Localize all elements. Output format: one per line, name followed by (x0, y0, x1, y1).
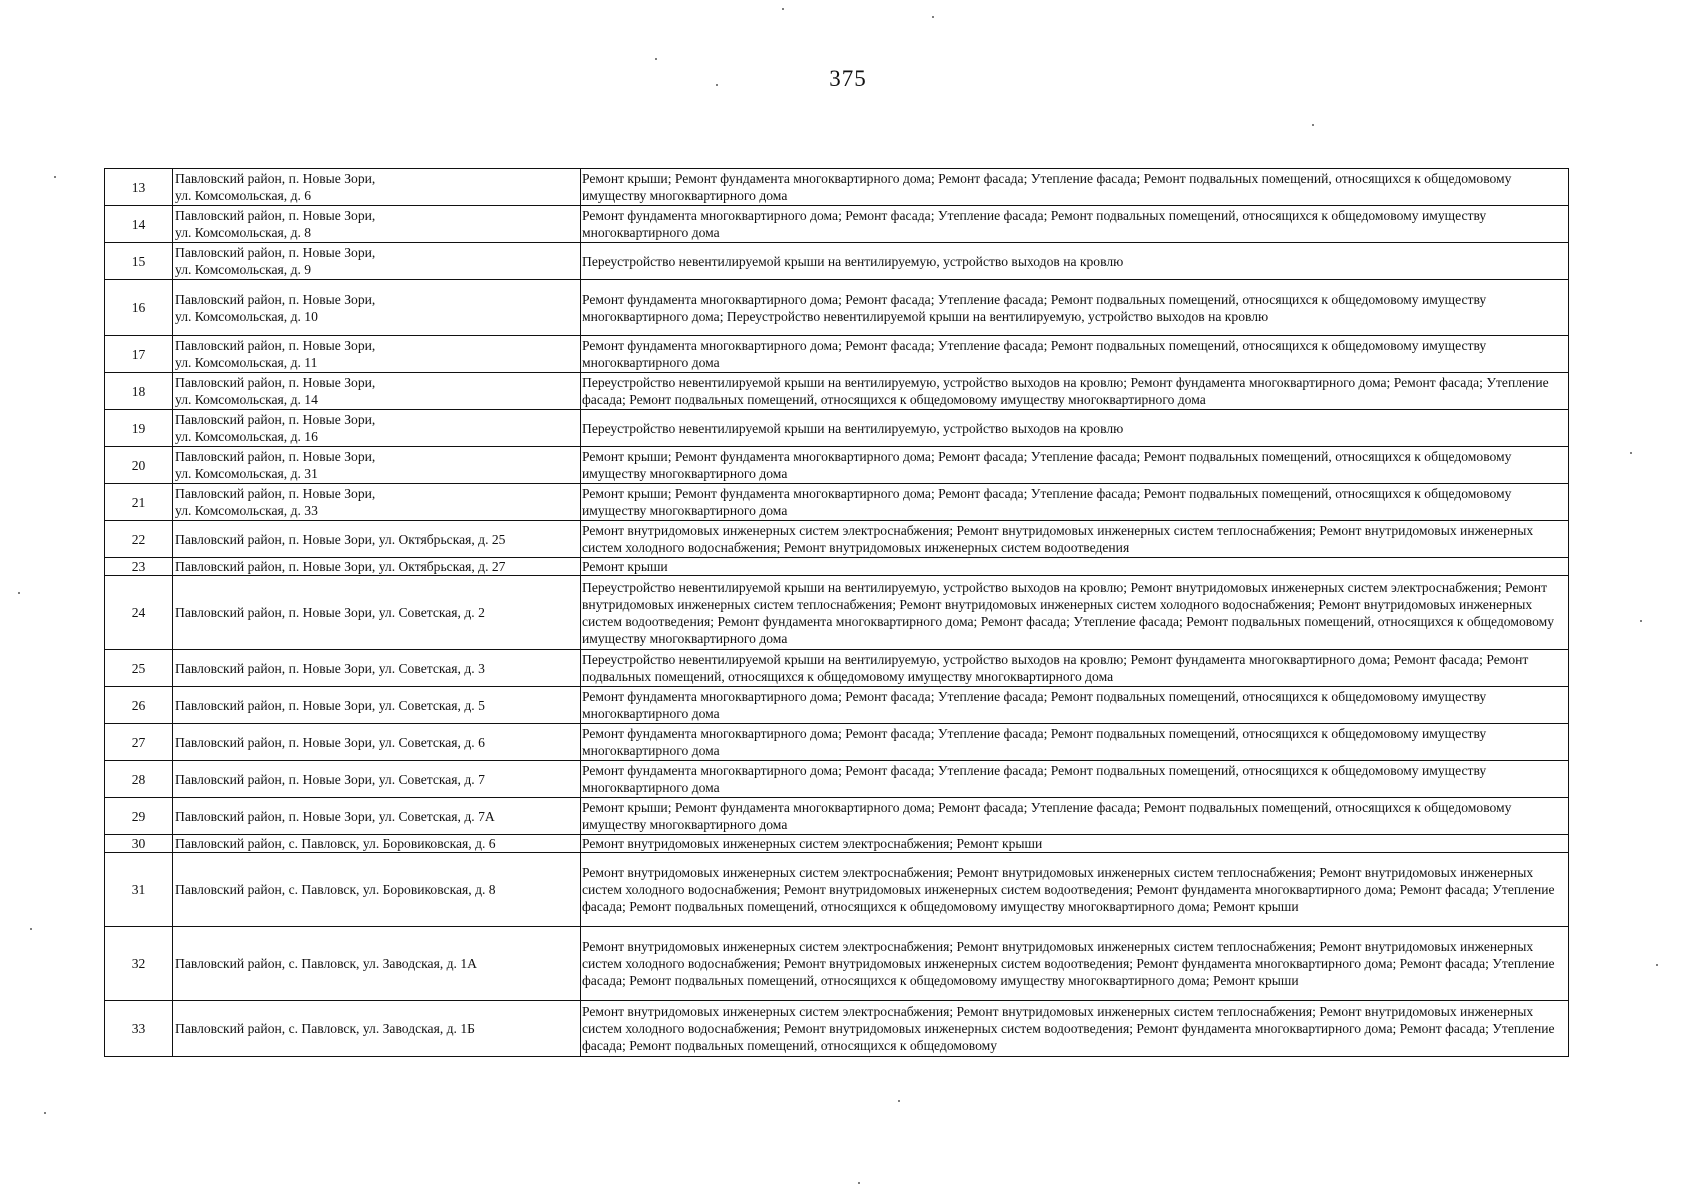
row-works: Ремонт фундамента многоквартирного дома; Ремонт фасада; Утепление фасада; Ремонт подвальных помещений, относящихся к общедомовому имуществу многоквартирного дома (581, 206, 1569, 243)
scan-speck (18, 592, 20, 594)
row-number: 24 (105, 576, 173, 650)
table-row (105, 336, 1569, 373)
row-address: Павловский район, п. Новые Зори, ул. Советская, д. 2 (173, 576, 581, 650)
row-works: Ремонт крыши; Ремонт фундамента многоквартирного дома; Ремонт фасада; Утепление фасада; Ремонт подвальных помещений, относящихся к общедомовому имуществу многоквартирного дома (581, 447, 1569, 484)
table-row (105, 558, 1569, 576)
table-row (105, 169, 1569, 206)
row-works: Ремонт крыши (581, 558, 1569, 576)
scan-speck (54, 176, 56, 178)
table-body (105, 169, 1569, 1057)
table-row (105, 484, 1569, 521)
row-address: Павловский район, п. Новые Зори, ул. Комсомольская, д. 10 (173, 280, 581, 336)
row-works: Ремонт фундамента многоквартирного дома; Ремонт фасада; Утепление фасада; Ремонт подвальных помещений, относящихся к общедомовому имуществу многоквартирного дома; Переустройство невентилируемой крыши на вентилируемую, устройство выходов на кровлю (581, 280, 1569, 336)
scan-speck (1312, 124, 1314, 126)
scan-speck (1640, 620, 1642, 622)
row-number: 22 (105, 521, 173, 558)
row-works: Ремонт крыши; Ремонт фундамента многоквартирного дома; Ремонт фасада; Утепление фасада; Ремонт подвальных помещений, относящихся к общедомовому имуществу многоквартирного дома (581, 169, 1569, 206)
row-works: Ремонт фундамента многоквартирного дома; Ремонт фасада; Утепление фасада; Ремонт подвальных помещений, относящихся к общедомовому имуществу многоквартирного дома (581, 336, 1569, 373)
row-number: 25 (105, 650, 173, 687)
row-works: Переустройство невентилируемой крыши на вентилируемую, устройство выходов на кровлю (581, 243, 1569, 280)
table-row (105, 835, 1569, 853)
table-row (105, 447, 1569, 484)
table-row (105, 576, 1569, 650)
row-number: 31 (105, 853, 173, 927)
row-number: 21 (105, 484, 173, 521)
row-works: Ремонт фундамента многоквартирного дома; Ремонт фасада; Утепление фасада; Ремонт подвальных помещений, относящихся к общедомовому имуществу многоквартирного дома (581, 761, 1569, 798)
row-address: Павловский район, п. Новые Зори, ул. Комсомольская, д. 9 (173, 243, 581, 280)
table-row (105, 650, 1569, 687)
row-works: Ремонт фундамента многоквартирного дома; Ремонт фасада; Утепление фасада; Ремонт подвальных помещений, относящихся к общедомовому имуществу многоквартирного дома (581, 724, 1569, 761)
page-number: 375 (829, 66, 867, 91)
table-row (105, 853, 1569, 927)
table-row (105, 243, 1569, 280)
table-row (105, 280, 1569, 336)
scan-speck (1630, 452, 1632, 454)
row-number: 26 (105, 687, 173, 724)
row-works: Ремонт внутридомовых инженерных систем электроснабжения; Ремонт крыши (581, 835, 1569, 853)
row-number: 33 (105, 1001, 173, 1057)
table-row (105, 761, 1569, 798)
row-number: 32 (105, 927, 173, 1001)
row-address: Павловский район, п. Новые Зори, ул. Советская, д. 3 (173, 650, 581, 687)
row-address: Павловский район, п. Новые Зори, ул. Комсомольская, д. 16 (173, 410, 581, 447)
row-works: Ремонт крыши; Ремонт фундамента многоквартирного дома; Ремонт фасада; Утепление фасада; Ремонт подвальных помещений, относящихся к общедомовому имуществу многоквартирного дома (581, 484, 1569, 521)
row-address: Павловский район, п. Новые Зори, ул. Комсомольская, д. 8 (173, 206, 581, 243)
row-address: Павловский район, п. Новые Зори, ул. Октябрьская, д. 25 (173, 521, 581, 558)
table-row (105, 373, 1569, 410)
scan-speck (30, 928, 32, 930)
scan-speck (898, 1100, 900, 1102)
row-works: Переустройство невентилируемой крыши на вентилируемую, устройство выходов на кровлю (581, 410, 1569, 447)
row-number: 28 (105, 761, 173, 798)
row-works: Переустройство невентилируемой крыши на вентилируемую, устройство выходов на кровлю; Ремонт внутридомовых инженерных систем электроснабжения; Ремонт внутридомовых инженерных систем теплоснабжения; Ремонт внутридомовых инженерных систем холодного водоснабжения; Ремонт внутридомовых инженерных систем водоотведения; Ремонт фундамента многоквартирного дома; Ремонт фасада; Утепление фасада; Ремонт подвальных помещений, относящихся к общедомовому имуществу многоквартирного дома (581, 576, 1569, 650)
row-address: Павловский район, п. Новые Зори, ул. Советская, д. 7 (173, 761, 581, 798)
row-address: Павловский район, с. Павловск, ул. Заводская, д. 1А (173, 927, 581, 1001)
row-address: Павловский район, п. Новые Зори, ул. Комсомольская, д. 14 (173, 373, 581, 410)
scan-speck (716, 84, 718, 86)
row-address: Павловский район, п. Новые Зори, ул. Советская, д. 7А (173, 798, 581, 835)
table-row (105, 798, 1569, 835)
row-number: 17 (105, 336, 173, 373)
table-row (105, 927, 1569, 1001)
row-number: 14 (105, 206, 173, 243)
row-works: Переустройство невентилируемой крыши на вентилируемую, устройство выходов на кровлю; Ремонт фундамента многоквартирного дома; Ремонт фасада; Ремонт подвальных помещений, относящихся к общедомовому имуществу многоквартирного дома (581, 650, 1569, 687)
scan-speck (44, 1112, 46, 1114)
row-works: Ремонт крыши; Ремонт фундамента многоквартирного дома; Ремонт фасада; Утепление фасада; Ремонт подвальных помещений, относящихся к общедомовому имуществу многоквартирного дома (581, 798, 1569, 835)
table-row (105, 687, 1569, 724)
row-address: Павловский район, с. Павловск, ул. Боровиковская, д. 8 (173, 853, 581, 927)
table-row (105, 1001, 1569, 1057)
row-number: 15 (105, 243, 173, 280)
row-number: 19 (105, 410, 173, 447)
row-address: Павловский район, п. Новые Зори, ул. Комсомольская, д. 31 (173, 447, 581, 484)
row-number: 18 (105, 373, 173, 410)
row-works: Ремонт внутридомовых инженерных систем электроснабжения; Ремонт внутридомовых инженерных систем теплоснабжения; Ремонт внутридомовых инженерных систем холодного водоснабжения; Ремонт внутридомовых инженерных систем водоотведения; Ремонт фундамента многоквартирного дома; Ремонт фасада; Утепление фасада; Ремонт подвальных помещений, относящихся к общедомовому имуществу многоквартирного дома; Ремонт крыши (581, 853, 1569, 927)
row-works: Ремонт фундамента многоквартирного дома; Ремонт фасада; Утепление фасада; Ремонт подвальных помещений, относящихся к общедомовому имуществу многоквартирного дома (581, 687, 1569, 724)
row-address: Павловский район, п. Новые Зори, ул. Советская, д. 6 (173, 724, 581, 761)
scan-speck (932, 16, 934, 18)
table-row (105, 206, 1569, 243)
repair-works-table (104, 168, 1569, 1057)
table-row (105, 521, 1569, 558)
row-address: Павловский район, п. Новые Зори, ул. Комсомольская, д. 6 (173, 169, 581, 206)
row-address: Павловский район, п. Новые Зори, ул. Комсомольская, д. 33 (173, 484, 581, 521)
scan-speck (655, 58, 657, 60)
row-address: Павловский район, п. Новые Зори, ул. Советская, д. 5 (173, 687, 581, 724)
row-works: Ремонт внутридомовых инженерных систем электроснабжения; Ремонт внутридомовых инженерных систем теплоснабжения; Ремонт внутридомовых инженерных систем холодного водоснабжения; Ремонт внутридомовых инженерных систем водоотведения; Ремонт фундамента многоквартирного дома; Ремонт фасада; Утепление фасада; Ремонт подвальных помещений, относящихся к общедомовому (581, 1001, 1569, 1057)
row-number: 27 (105, 724, 173, 761)
row-number: 23 (105, 558, 173, 576)
row-works: Ремонт внутридомовых инженерных систем электроснабжения; Ремонт внутридомовых инженерных систем теплоснабжения; Ремонт внутридомовых инженерных систем холодного водоснабжения; Ремонт внутридомовых инженерных систем водоотведения; Ремонт фундамента многоквартирного дома; Ремонт фасада; Утепление фасада; Ремонт подвальных помещений, относящихся к общедомовому имуществу многоквартирного дома; Ремонт крыши (581, 927, 1569, 1001)
table-row (105, 724, 1569, 761)
row-address: Павловский район, п. Новые Зори, ул. Комсомольская, д. 11 (173, 336, 581, 373)
row-number: 16 (105, 280, 173, 336)
row-number: 30 (105, 835, 173, 853)
row-works: Переустройство невентилируемой крыши на вентилируемую, устройство выходов на кровлю; Ремонт фундамента многоквартирного дома; Ремонт фасада; Утепление фасада; Ремонт подвальных помещений, относящихся к общедомовому имуществу многоквартирного дома (581, 373, 1569, 410)
row-address: Павловский район, п. Новые Зори, ул. Октябрьская, д. 27 (173, 558, 581, 576)
table-row (105, 410, 1569, 447)
row-number: 29 (105, 798, 173, 835)
scan-speck (1656, 964, 1658, 966)
row-number: 20 (105, 447, 173, 484)
row-works: Ремонт внутридомовых инженерных систем электроснабжения; Ремонт внутридомовых инженерных систем теплоснабжения; Ремонт внутридомовых инженерных систем холодного водоснабжения; Ремонт внутридомовых инженерных систем водоотведения (581, 521, 1569, 558)
row-address: Павловский район, с. Павловск, ул. Боровиковская, д. 6 (173, 835, 581, 853)
row-number: 13 (105, 169, 173, 206)
row-address: Павловский район, с. Павловск, ул. Заводская, д. 1Б (173, 1001, 581, 1057)
scan-speck (782, 8, 784, 10)
scan-speck (858, 1182, 860, 1184)
